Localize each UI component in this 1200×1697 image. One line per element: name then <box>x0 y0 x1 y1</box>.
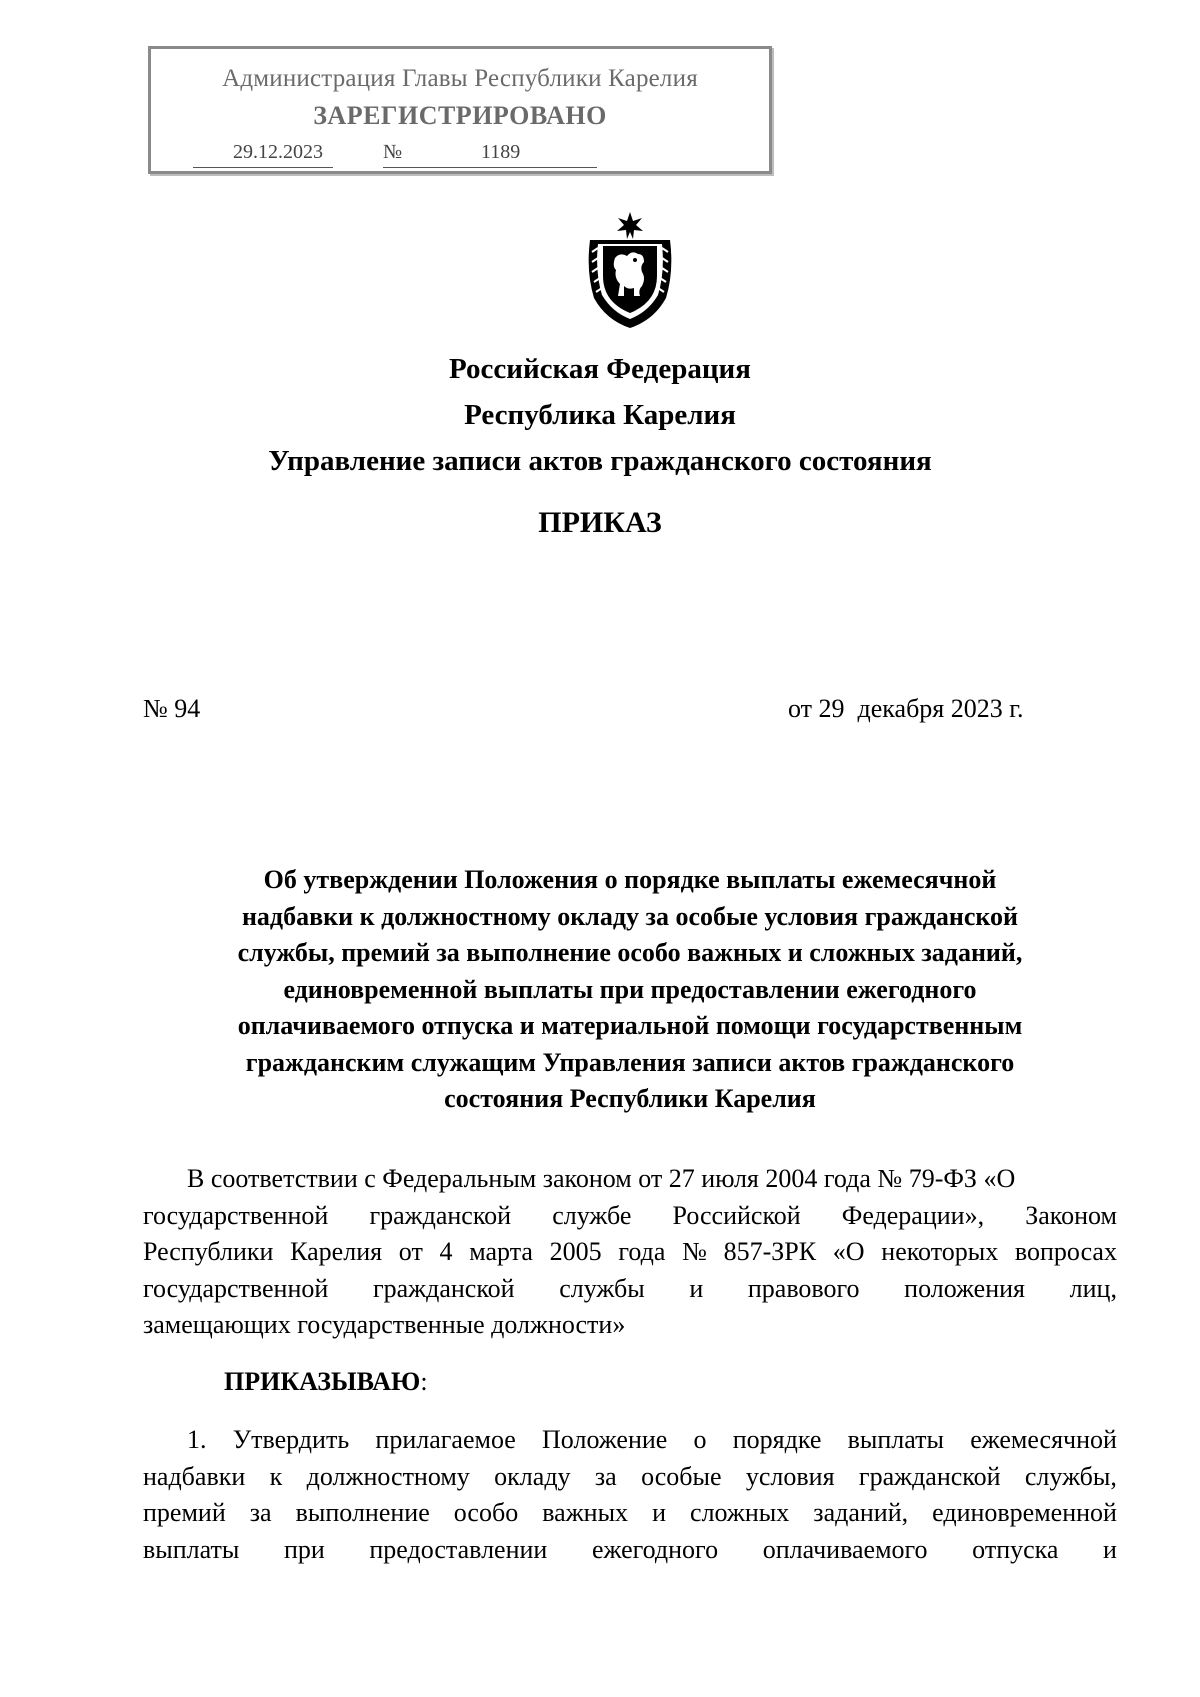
word: № <box>682 1237 707 1266</box>
title-line: оплачиваемого отпуска и материальной помощи государственным <box>237 1011 1023 1040</box>
word: и <box>652 1498 667 1527</box>
word: марта <box>469 1237 533 1266</box>
word: за <box>249 1498 272 1527</box>
word: отпуска <box>972 1534 1059 1564</box>
word: года <box>618 1237 666 1266</box>
word: правового <box>747 1273 860 1303</box>
word: сложных <box>690 1498 790 1527</box>
title-line: гражданским служащим Управления записи актов гражданского <box>245 1047 1015 1077</box>
header-country: Российская Федерация <box>449 353 751 385</box>
word: заданий, <box>813 1498 909 1527</box>
preamble-line: замещающих государственные должности» <box>143 1310 626 1339</box>
order-number: № 94 <box>143 694 201 723</box>
word: о <box>693 1425 707 1454</box>
word: Федерации», <box>841 1200 985 1230</box>
word: выполнение <box>295 1498 430 1527</box>
karelia-coat-of-arms-icon <box>580 212 680 330</box>
word: ежегодного <box>591 1534 719 1564</box>
title-line: состояния Республики Карелия <box>444 1084 816 1113</box>
word: вопросах <box>1014 1237 1117 1266</box>
title-line: единовременной выплаты при предоставлении ежегодного <box>283 974 977 1004</box>
item-1-line <box>143 1422 1117 1459</box>
word: за <box>594 1461 617 1491</box>
item-1-line <box>143 1495 1117 1532</box>
preamble-line <box>143 1271 1117 1308</box>
title-line: службы, премий за выполнение особо важных и сложных заданий, <box>237 938 1023 967</box>
command-colon: : <box>420 1367 428 1396</box>
word: 1. <box>187 1425 207 1454</box>
word: 857-ЗРК <box>723 1237 817 1266</box>
header-agency: Управление записи актов гражданского состояния <box>268 445 932 477</box>
item-1-line <box>143 1532 1117 1569</box>
title-line: надбавки к должностному окладу за особые условия гражданской <box>241 901 1019 931</box>
word: некоторых <box>881 1237 999 1266</box>
word: выплаты <box>847 1425 944 1454</box>
word: от <box>398 1237 423 1266</box>
word: службе <box>552 1200 632 1230</box>
stamp-date-field <box>193 141 333 168</box>
preamble-paragraph <box>143 1161 1117 1344</box>
word: гражданской <box>858 1461 1001 1491</box>
word: условия <box>745 1461 835 1491</box>
word: выплаты <box>143 1534 240 1564</box>
preamble-line <box>143 1234 1117 1271</box>
word: службы, <box>1024 1461 1117 1491</box>
word: «О <box>832 1237 865 1266</box>
word: Карелия <box>290 1237 383 1266</box>
preamble-line <box>143 1198 1117 1235</box>
word: государственной <box>143 1273 329 1303</box>
word: Законом <box>1025 1200 1117 1230</box>
word: важных <box>542 1498 629 1527</box>
word: Положение <box>542 1425 668 1454</box>
word: порядке <box>732 1425 822 1454</box>
stamp-number: 1189 <box>481 141 521 163</box>
word: ежемесячной <box>970 1425 1117 1454</box>
stamp-number-label: № <box>383 141 403 163</box>
word: 2005 <box>549 1237 602 1266</box>
word: 4 <box>439 1237 453 1266</box>
word: к <box>269 1461 283 1491</box>
order-title <box>143 862 1117 1118</box>
command-word-text: ПРИКАЗЫВАЮ <box>224 1367 421 1396</box>
word: гражданской <box>372 1273 515 1303</box>
word: должностному <box>306 1461 470 1491</box>
registration-stamp <box>148 46 772 174</box>
stamp-number-field <box>383 141 597 168</box>
preamble-line: В соответствии с Федеральным законом от 27 июля 2004 года № 79-ФЗ «О <box>187 1164 1016 1193</box>
word: и <box>1103 1534 1117 1564</box>
word: Утвердить <box>232 1425 350 1454</box>
header-region: Республика Карелия <box>464 399 736 431</box>
item-1-line <box>143 1459 1117 1496</box>
word: особо <box>453 1498 519 1527</box>
word: премий <box>143 1498 226 1527</box>
word: оплачиваемого <box>762 1534 928 1564</box>
word: положения <box>904 1273 1026 1303</box>
word: окладу <box>494 1461 571 1491</box>
word: государственной <box>143 1200 329 1230</box>
word: надбавки <box>143 1461 246 1491</box>
word: и <box>689 1273 704 1303</box>
command-word <box>224 1367 428 1397</box>
word: службы <box>559 1273 645 1303</box>
word: Российской <box>672 1200 801 1230</box>
word: единовременной <box>932 1498 1117 1527</box>
word: предоставлении <box>369 1534 548 1564</box>
title-line: Об утверждении Положения о порядке выплаты ежемесячной <box>263 865 997 894</box>
word: Республики <box>143 1237 274 1266</box>
item-1-paragraph <box>143 1422 1117 1568</box>
document-type: ПРИКАЗ <box>538 506 662 539</box>
word: при <box>283 1534 325 1564</box>
stamp-organization: Администрация Главы Республики Карелия <box>222 65 698 92</box>
word: лиц, <box>1069 1273 1117 1303</box>
stamp-status: ЗАРЕГИСТРИРОВАНО <box>313 101 607 130</box>
word: особые <box>641 1461 722 1491</box>
word: гражданской <box>369 1200 512 1230</box>
order-date: от 29 декабря 2023 г. <box>788 694 1024 723</box>
word: прилагаемое <box>375 1425 516 1454</box>
stamp-date: 29.12.2023 <box>233 141 323 163</box>
